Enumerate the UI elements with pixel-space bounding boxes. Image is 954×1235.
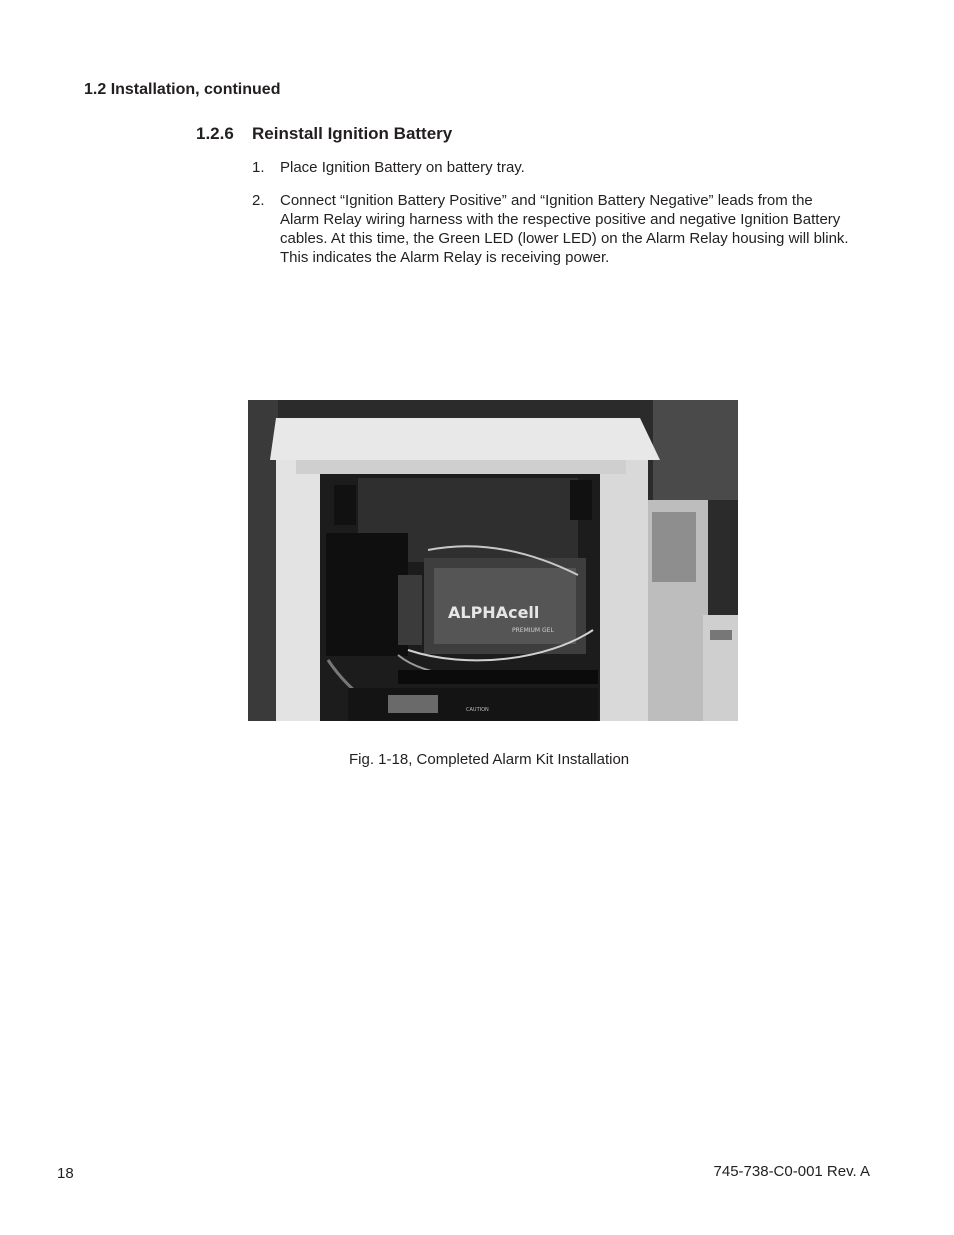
step-2 bbox=[252, 191, 852, 267]
subsection-title: Reinstall Ignition Battery bbox=[252, 124, 453, 143]
section-heading: 1.2 Installation, continued bbox=[84, 81, 281, 98]
installation-photo bbox=[248, 400, 738, 721]
caution-label: CAUTION bbox=[466, 707, 489, 713]
subsection-heading bbox=[196, 123, 452, 145]
installation-photo-drawing bbox=[248, 400, 738, 721]
battery-brand-label: ALPHAcell bbox=[448, 603, 540, 622]
step-number: 2. bbox=[252, 192, 265, 209]
battery-subtitle-label: PREMIUM GEL bbox=[512, 627, 554, 634]
step-1 bbox=[252, 158, 852, 177]
page-number: 18 bbox=[57, 1165, 74, 1182]
subsection-number: 1.2.6 bbox=[196, 124, 234, 143]
step-number: 1. bbox=[252, 159, 265, 176]
step-text: Connect “Ignition Battery Positive” and “Ignition Battery Negative” leads from the Alarm Relay wiring harness with the respective positive and negative Ignition Battery cables. At this time, the Green LED (lower LED) on the Alarm Relay housing will blink. This indicates the Alarm Relay is receiving power. bbox=[280, 192, 849, 266]
step-text: Place Ignition Battery on battery tray. bbox=[280, 159, 525, 176]
figure-caption: Fig. 1-18, Completed Alarm Kit Installation bbox=[349, 751, 630, 768]
document-id: 745-738-C0-001 Rev. A bbox=[713, 1163, 870, 1180]
instruction-steps bbox=[252, 158, 852, 281]
